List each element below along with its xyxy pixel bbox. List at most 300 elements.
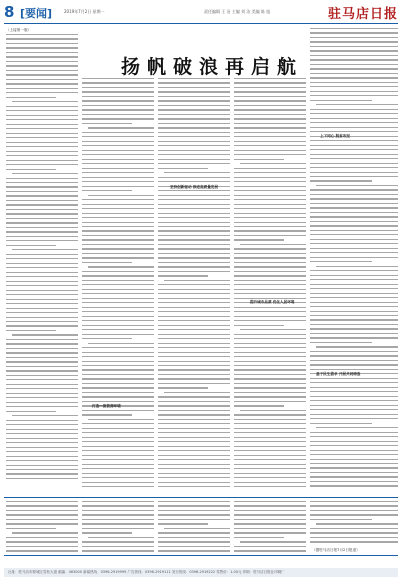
footer-imprint: 社址：驻马店市驿城区雪松大道 邮编：463000 新闻热线：0396-2919999 广告热线：0396-2919111 发行热线：0396-2919222 零售价：1.00元 印刷：驻马店日报社印刷厂 <box>8 570 285 574</box>
text-line <box>158 432 230 433</box>
text-line <box>82 186 154 187</box>
text-line <box>6 510 78 511</box>
text-line <box>310 127 398 128</box>
text-line <box>310 485 398 486</box>
text-line <box>158 369 230 370</box>
text-line <box>310 302 398 303</box>
text-line <box>234 523 306 524</box>
text-line <box>6 240 78 241</box>
text-line <box>82 177 154 178</box>
text-line <box>82 468 154 469</box>
text-line <box>158 230 230 231</box>
text-line <box>310 315 398 316</box>
text-line <box>234 132 306 133</box>
text-line <box>158 365 230 366</box>
text-line <box>234 172 306 173</box>
text-line <box>82 501 154 502</box>
text-line <box>240 410 306 411</box>
text-line <box>82 100 154 101</box>
text-line <box>88 266 154 267</box>
text-line <box>82 320 154 321</box>
text-line <box>234 118 306 119</box>
text-line <box>158 468 230 469</box>
text-line <box>234 105 306 106</box>
text-line <box>158 450 230 451</box>
text-line <box>310 131 398 132</box>
text-line <box>310 158 398 159</box>
text-line <box>310 514 398 515</box>
text-line <box>6 348 78 349</box>
text-line <box>158 320 230 321</box>
text-line <box>310 113 398 114</box>
text-line <box>6 164 78 165</box>
text-line <box>6 124 78 125</box>
text-line <box>310 519 372 520</box>
text-line <box>310 355 398 356</box>
text-line <box>6 263 78 264</box>
text-line <box>158 168 208 169</box>
text-line <box>6 276 78 277</box>
text-line <box>6 308 78 309</box>
text-line <box>240 163 306 164</box>
text-line <box>82 230 154 231</box>
text-line <box>234 501 306 502</box>
header-rule <box>4 23 398 24</box>
text-line <box>234 432 306 433</box>
text-line <box>82 244 154 245</box>
text-line <box>234 181 306 182</box>
text-line <box>6 375 78 376</box>
text-line <box>234 387 306 388</box>
text-column-1 <box>6 34 78 494</box>
text-line <box>310 163 398 164</box>
text-line <box>158 423 230 424</box>
text-line <box>6 514 78 515</box>
text-line <box>310 257 398 258</box>
text-line <box>240 329 306 330</box>
text-line <box>234 298 306 299</box>
text-line <box>234 136 306 137</box>
text-line <box>234 396 306 397</box>
text-line <box>82 329 154 330</box>
text-line <box>6 79 78 80</box>
text-line <box>82 204 154 205</box>
text-line <box>6 236 78 237</box>
text-line <box>12 415 78 416</box>
text-line <box>82 145 154 146</box>
text-line <box>310 248 398 249</box>
text-line <box>158 519 230 520</box>
article-lead-label: （上接第一版） <box>6 28 32 32</box>
text-line <box>158 473 230 474</box>
text-line <box>82 168 154 169</box>
text-line <box>310 167 398 168</box>
text-line <box>234 473 306 474</box>
text-line <box>310 212 398 213</box>
bottom-column-1 <box>6 501 78 553</box>
text-line <box>82 141 154 142</box>
text-line <box>82 396 154 397</box>
subhead-4: 提升城市品质 优化人居环境 <box>250 300 295 304</box>
text-line <box>234 423 306 424</box>
text-line <box>6 393 78 394</box>
text-line <box>310 423 372 424</box>
text-line <box>6 317 78 318</box>
text-line <box>6 370 78 371</box>
text-line <box>6 321 78 322</box>
page-number: 8 <box>4 3 15 21</box>
text-line <box>158 477 230 478</box>
text-line <box>158 325 230 326</box>
text-line <box>6 245 56 246</box>
text-line <box>310 441 398 442</box>
text-line <box>316 523 398 524</box>
text-line <box>234 446 306 447</box>
text-line <box>82 208 154 209</box>
text-line <box>6 406 78 407</box>
text-line <box>158 546 230 547</box>
text-line <box>82 464 154 465</box>
text-line <box>158 109 230 110</box>
text-line <box>310 369 398 370</box>
text-line <box>158 87 230 88</box>
text-line <box>158 482 230 483</box>
text-line <box>158 136 230 137</box>
text-line <box>310 537 398 538</box>
text-line <box>234 356 306 357</box>
text-line <box>310 405 398 406</box>
text-line <box>234 343 306 344</box>
text-line <box>316 427 398 428</box>
text-line <box>310 50 398 51</box>
text-line <box>310 311 398 312</box>
text-line <box>164 172 230 173</box>
text-line <box>316 346 398 347</box>
text-line <box>310 382 398 383</box>
text-line <box>234 235 306 236</box>
bottom-column-3 <box>158 501 230 553</box>
text-line <box>82 369 154 370</box>
text-line <box>82 289 154 290</box>
text-line <box>158 405 230 406</box>
text-line <box>6 411 56 412</box>
text-line <box>158 208 230 209</box>
text-line <box>6 442 78 443</box>
text-line <box>310 396 398 397</box>
text-line <box>234 320 306 321</box>
text-line <box>158 217 230 218</box>
text-line <box>158 239 230 240</box>
text-line <box>6 218 78 219</box>
text-line <box>310 176 398 177</box>
text-line <box>82 482 154 483</box>
text-line <box>310 378 398 379</box>
text-line <box>82 275 154 276</box>
text-line <box>6 424 78 425</box>
text-line <box>310 328 398 329</box>
text-line <box>310 270 398 271</box>
text-line <box>6 227 78 228</box>
text-line <box>158 343 230 344</box>
text-line <box>310 59 398 60</box>
text-line <box>310 324 398 325</box>
text-line <box>6 231 78 232</box>
text-line <box>82 352 154 353</box>
text-line <box>6 128 78 129</box>
text-line <box>82 410 154 411</box>
text-line <box>82 450 154 451</box>
page-header <box>4 3 398 23</box>
text-line <box>234 217 306 218</box>
text-line <box>310 122 398 123</box>
text-line <box>310 154 398 155</box>
text-line <box>6 47 78 48</box>
text-line <box>234 145 306 146</box>
text-line <box>6 200 78 201</box>
text-line <box>82 486 154 487</box>
text-line <box>82 163 154 164</box>
text-column-5 <box>310 28 398 494</box>
text-line <box>310 541 398 542</box>
text-line <box>82 528 154 529</box>
text-line <box>310 364 398 365</box>
text-line <box>158 361 230 362</box>
text-line <box>234 338 306 339</box>
text-line <box>6 204 78 205</box>
text-line <box>240 541 306 542</box>
text-line <box>6 281 78 282</box>
text-line <box>158 541 230 542</box>
text-line <box>158 266 230 267</box>
text-line <box>158 253 230 254</box>
text-line <box>310 510 398 511</box>
text-line <box>82 181 154 182</box>
text-line <box>234 114 306 115</box>
text-line <box>82 523 154 524</box>
text-line <box>6 501 78 502</box>
text-line <box>82 253 154 254</box>
text-line <box>310 252 398 253</box>
text-line <box>310 409 398 410</box>
text-line <box>158 396 230 397</box>
text-line <box>234 307 306 308</box>
text-column-3 <box>158 78 230 494</box>
text-line <box>310 387 398 388</box>
text-line <box>6 460 78 461</box>
text-column-2 <box>82 78 154 494</box>
subhead-5: 基于民生需求 开展共同缔造 <box>316 372 361 376</box>
text-line <box>310 463 398 464</box>
text-line <box>82 91 154 92</box>
text-line <box>158 441 230 442</box>
text-line <box>82 473 154 474</box>
text-line <box>6 65 78 66</box>
text-line <box>158 338 230 339</box>
text-line <box>6 56 78 57</box>
text-line <box>82 423 154 424</box>
text-line <box>158 257 230 258</box>
text-line <box>158 307 230 308</box>
text-line <box>234 127 306 128</box>
text-line <box>6 352 78 353</box>
text-line <box>234 316 306 317</box>
bottom-column-1-body <box>6 501 78 553</box>
text-line <box>6 254 78 255</box>
text-line <box>6 447 78 448</box>
text-line <box>6 473 78 474</box>
text-line <box>158 523 208 524</box>
text-line <box>310 297 398 298</box>
text-line <box>310 207 398 208</box>
text-line <box>158 505 230 506</box>
text-line <box>82 519 154 520</box>
text-line <box>82 271 154 272</box>
column-4-body <box>234 78 306 491</box>
text-line <box>234 154 306 155</box>
text-line <box>240 244 306 245</box>
text-line <box>158 486 230 487</box>
text-line <box>82 365 154 366</box>
text-line <box>158 163 230 164</box>
text-line <box>310 28 398 29</box>
text-line <box>6 106 78 107</box>
text-line <box>82 477 154 478</box>
text-line <box>310 73 398 74</box>
section-name: [要闻] <box>20 7 53 20</box>
text-line <box>6 52 78 53</box>
text-line <box>82 401 154 402</box>
text-line <box>234 109 306 110</box>
text-line <box>234 528 306 529</box>
text-line <box>234 262 306 263</box>
text-line <box>234 82 306 83</box>
text-line <box>234 378 306 379</box>
text-line <box>12 173 78 174</box>
text-line <box>158 150 230 151</box>
text-line <box>158 401 230 402</box>
text-line <box>82 414 132 415</box>
text-line <box>310 68 398 69</box>
text-line <box>234 477 306 478</box>
text-line <box>6 160 78 161</box>
text-line <box>158 284 230 285</box>
text-line <box>158 410 230 411</box>
text-line <box>12 249 78 250</box>
text-line <box>234 123 306 124</box>
text-line <box>6 267 78 268</box>
text-line <box>158 235 230 236</box>
text-line <box>158 374 230 375</box>
text-line <box>82 392 154 393</box>
text-line <box>6 546 78 547</box>
text-line <box>6 537 78 538</box>
text-line <box>6 523 78 524</box>
text-line <box>234 293 306 294</box>
text-line <box>310 418 398 419</box>
text-line <box>310 95 398 96</box>
text-line <box>234 392 306 393</box>
text-line <box>234 347 306 348</box>
subhead-3: 打造一流营商环境 <box>92 404 121 408</box>
text-line <box>6 70 78 71</box>
text-line <box>310 319 398 320</box>
bottom-column-3-body <box>158 501 230 553</box>
bottom-column-2 <box>82 501 154 553</box>
text-line <box>158 262 230 263</box>
text-line <box>158 532 230 533</box>
text-line <box>234 519 306 520</box>
text-line <box>310 91 398 92</box>
text-line <box>310 234 398 235</box>
text-line <box>234 230 306 231</box>
text-line <box>158 271 230 272</box>
text-line <box>6 110 78 111</box>
text-line <box>6 465 78 466</box>
text-line <box>82 455 154 456</box>
text-line <box>234 437 306 438</box>
text-line <box>6 285 78 286</box>
text-line <box>82 136 154 137</box>
bottom-section-rule <box>4 497 398 498</box>
text-column-4 <box>234 78 306 494</box>
text-line <box>158 222 230 223</box>
text-line <box>158 347 230 348</box>
text-line <box>234 91 306 92</box>
text-line <box>82 222 154 223</box>
text-line <box>310 172 398 173</box>
text-line <box>158 105 230 106</box>
text-line <box>310 445 398 446</box>
text-line <box>310 501 398 502</box>
text-line <box>310 261 372 262</box>
text-line <box>82 280 154 281</box>
text-line <box>82 132 154 133</box>
text-line <box>310 400 398 401</box>
text-line <box>82 437 154 438</box>
text-line <box>6 519 78 520</box>
text-line <box>234 537 284 538</box>
text-line <box>158 204 230 205</box>
text-line <box>234 482 306 483</box>
text-line <box>310 82 398 83</box>
text-line <box>158 132 230 133</box>
text-line <box>6 294 78 295</box>
text-line <box>6 92 78 93</box>
text-line <box>234 271 306 272</box>
text-line <box>82 226 154 227</box>
text-line <box>158 302 230 303</box>
text-line <box>316 185 398 186</box>
text-line <box>234 441 306 442</box>
text-line <box>234 468 306 469</box>
text-line <box>310 450 398 451</box>
text-line <box>310 55 398 56</box>
text-line <box>310 41 398 42</box>
text-line <box>82 293 154 294</box>
text-line <box>234 514 306 515</box>
text-line <box>158 123 230 124</box>
text-line <box>6 505 78 506</box>
text-line <box>234 505 306 506</box>
text-line <box>158 378 230 379</box>
text-line <box>158 141 230 142</box>
text-line <box>6 195 78 196</box>
text-line <box>316 104 398 105</box>
text-line <box>6 115 78 116</box>
text-line <box>6 178 78 179</box>
text-line <box>88 127 154 128</box>
text-line <box>6 541 78 542</box>
